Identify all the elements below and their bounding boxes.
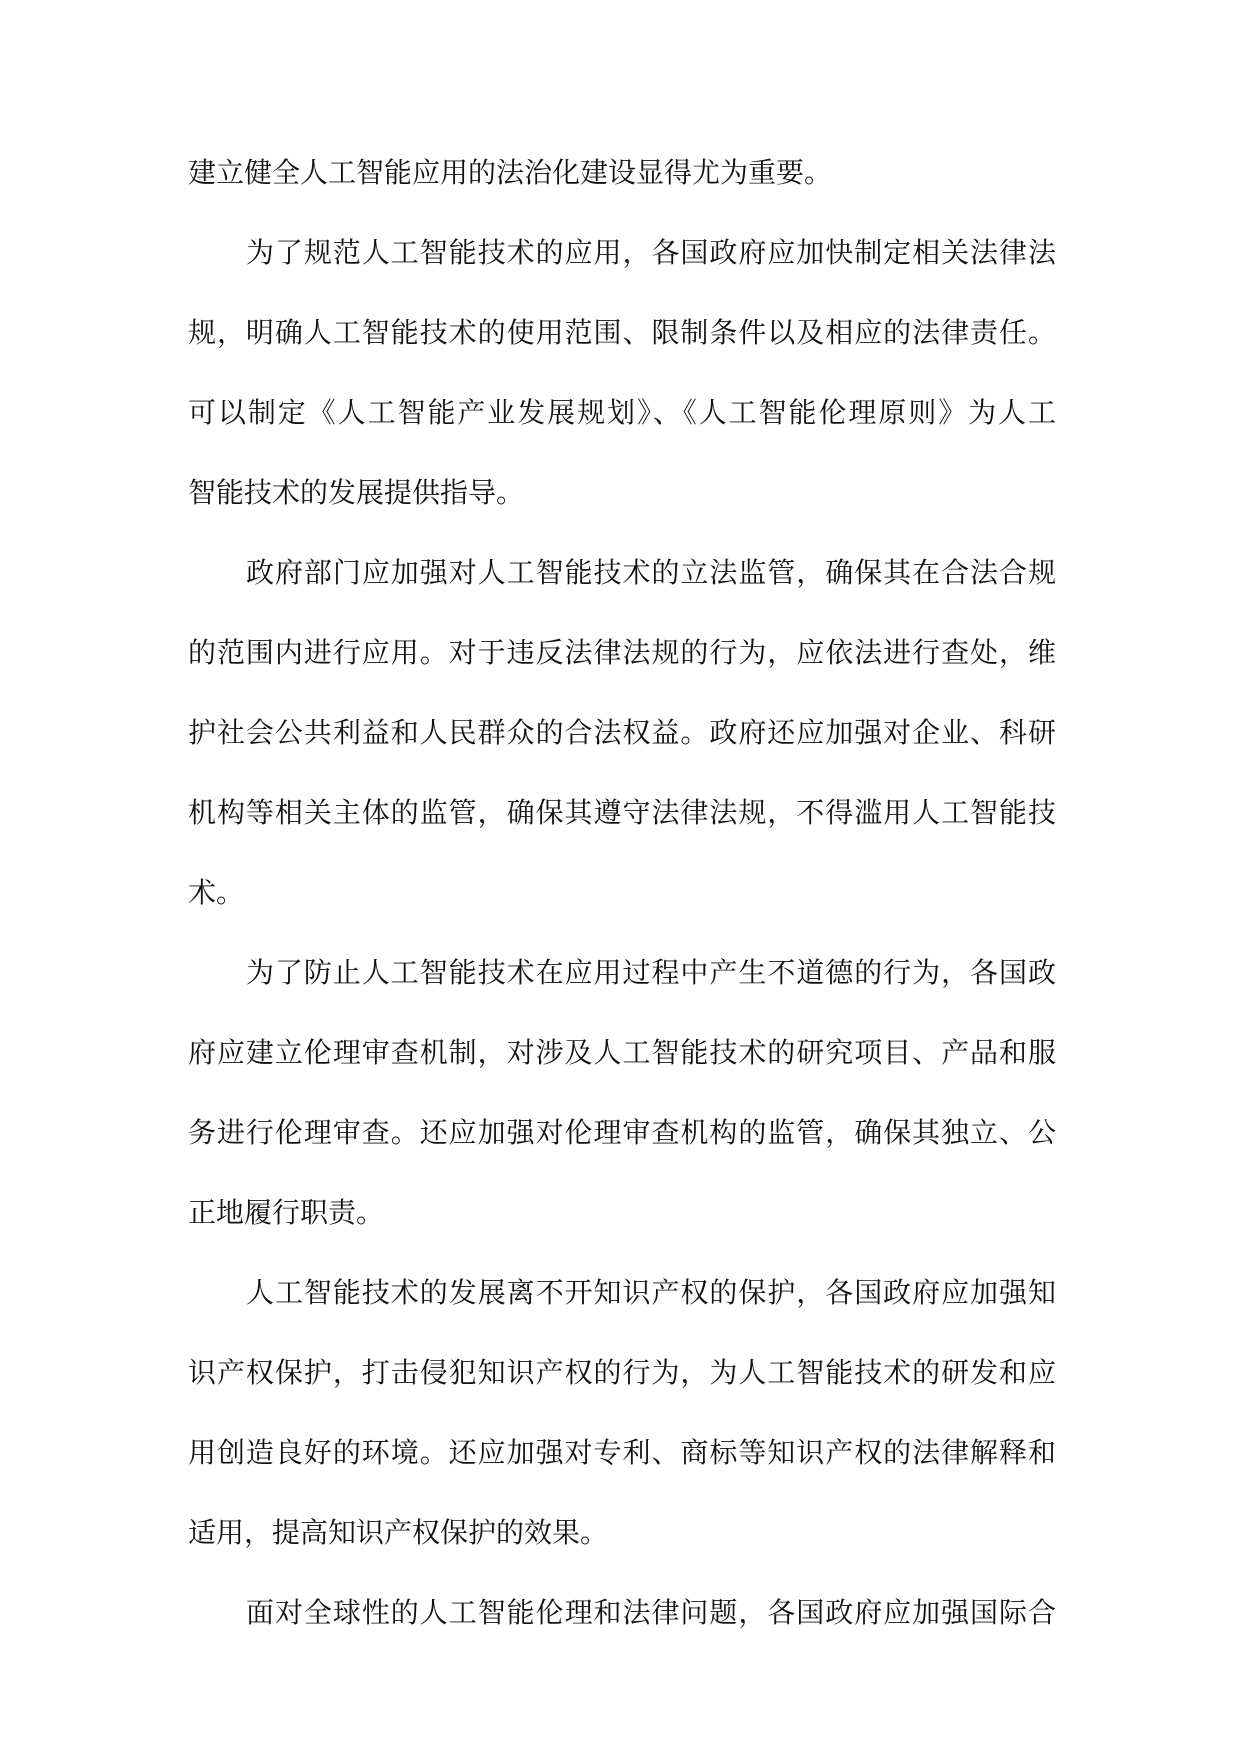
paragraph-5 <box>188 1246 1056 1580</box>
text-line: 用创造良好的环境。还应加强对专利、商标等知识产权的法律解释和 <box>188 1436 1056 1469</box>
text-line: 可以制定《人工智能产业发展规划》、《人工智能伦理原则》为人工 <box>188 396 1056 429</box>
paragraph-2 <box>188 206 1056 540</box>
text-line: 适用，提高知识产权保护的效果。 <box>188 1516 609 1549</box>
text-line: 面对全球性的人工智能伦理和法律问题，各国政府应加强国际合 <box>246 1596 1056 1629</box>
paragraph-4 <box>188 926 1056 1260</box>
text-line: 智能技术的发展提供指导。 <box>188 476 525 509</box>
text-line: 政府部门应加强对人工智能技术的立法监管，确保其在合法合规 <box>246 556 1056 589</box>
text-line: 务进行伦理审查。还应加强对伦理审查机构的监管，确保其独立、公 <box>188 1116 1056 1149</box>
text-line: 的范围内进行应用。对于违反法律法规的行为，应依法进行查处，维 <box>188 636 1056 669</box>
text-line: 术。 <box>188 876 245 909</box>
text-line: 正地履行职责。 <box>188 1196 385 1229</box>
paragraph-6 <box>188 1566 1056 1660</box>
text-line: 规，明确人工智能技术的使用范围、限制条件以及相应的法律责任。 <box>188 316 1056 349</box>
text-line: 为了防止人工智能技术在应用过程中产生不道德的行为，各国政 <box>246 956 1056 989</box>
text-line: 识产权保护，打击侵犯知识产权的行为，为人工智能技术的研发和应 <box>188 1356 1056 1389</box>
paragraph-3 <box>188 526 1056 940</box>
text-line: 人工智能技术的发展离不开知识产权的保护，各国政府应加强知 <box>246 1276 1056 1309</box>
text-line: 为了规范人工智能技术的应用，各国政府应加快制定相关法律法 <box>246 236 1056 269</box>
text-line: 机构等相关主体的监管，确保其遵守法律法规，不得滥用人工智能技 <box>188 796 1056 829</box>
text-line: 府应建立伦理审查机制，对涉及人工智能技术的研究项目、产品和服 <box>188 1036 1056 1069</box>
text-line: 建立健全人工智能应用的法治化建设显得尤为重要。 <box>188 156 833 189</box>
text-line: 护社会公共利益和人民群众的合法权益。政府还应加强对企业、科研 <box>188 716 1056 749</box>
body-text <box>188 140 1056 1660</box>
